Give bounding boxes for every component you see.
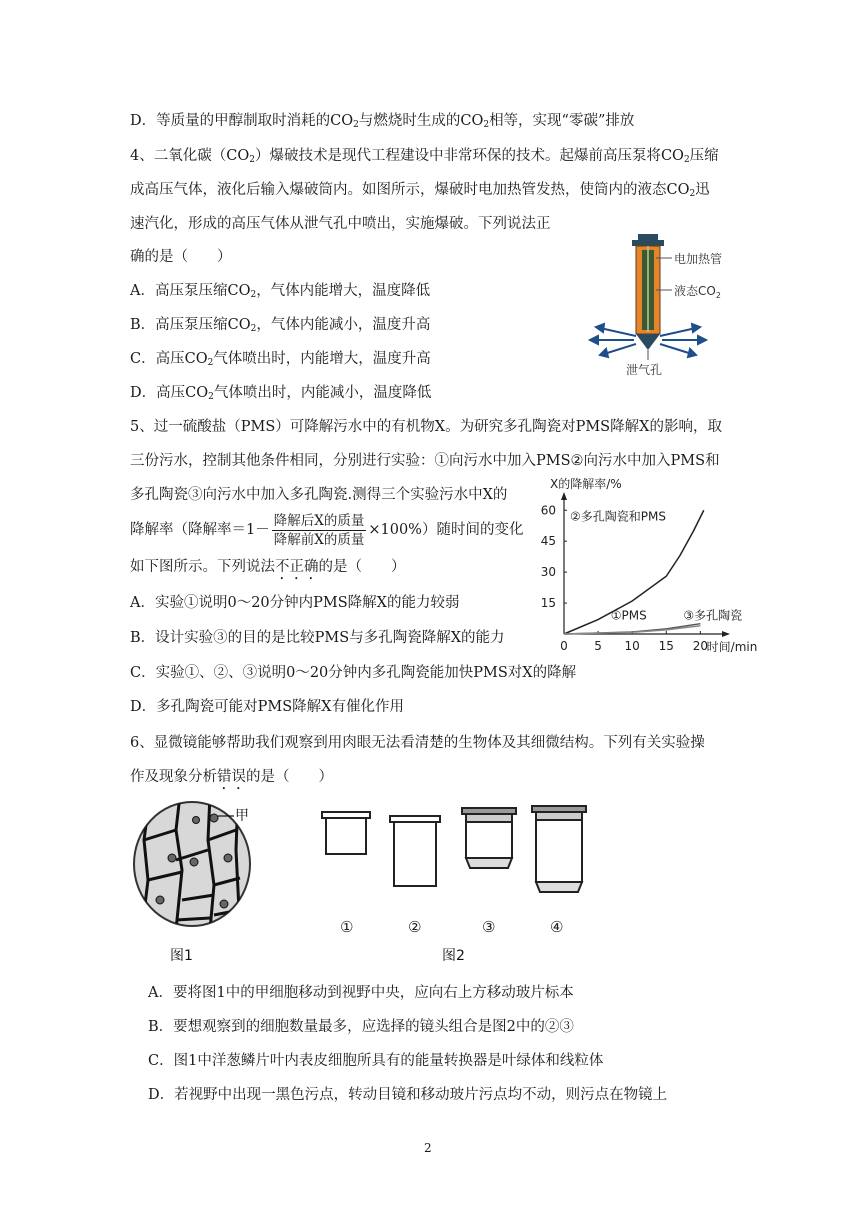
q4-option-d: D．高压$CO_2$气体喷出时，内能减小，温度降低 — [130, 385, 432, 402]
q5-stem-line2: 三份污水，控制其他条件相同，分别进行实验：①向污水中加入PMS②向污水中加入PMS和 — [130, 453, 720, 469]
lens-objective-long — [532, 806, 586, 892]
series-label: ①PMS — [610, 608, 647, 623]
lens-label-3: ③ — [482, 918, 496, 936]
q6-option-b: B．要想观察到的细胞数量最多，应选择的镜头组合是图2中的②③ — [148, 1019, 574, 1035]
x-tick-label: 10 — [624, 639, 640, 653]
x-tick-label: 15 — [658, 639, 674, 653]
y-tick-label: 30 — [540, 565, 556, 580]
co2-blasting-tube-figure — [570, 228, 740, 378]
q6-option-a: A．要将图1中的甲细胞移动到视野中央，应向右上方移动玻片标本 — [148, 985, 574, 1001]
series-label: ②多孔陶瓷和PMS — [570, 509, 666, 524]
q5-stem-line1: 5、过一硫酸盐（PMS）可降解污水中的有机物X。为研究多孔陶瓷对PMS降解X的影响，取 — [130, 419, 722, 435]
q5-stem-line3: 多孔陶瓷③向污水中加入多孔陶瓷.测得三个实验污水中X的 — [130, 487, 508, 503]
q4-stem-line3: 速汽化，形成的高压气体从泄气孔中喷出，实施爆破。下列说法正 — [130, 216, 551, 232]
y-axis-arrow — [561, 492, 567, 500]
q4-option-b: B．高压泵压缩$CO_2$，气体内能减小，温度升高 — [130, 317, 431, 334]
y-tick-label: 60 — [540, 503, 556, 518]
q5-option-c: C．实验①、②、③说明0～20分钟内多孔陶瓷能加快PMS对X的降解 — [130, 665, 577, 681]
q5-option-d: D．多孔陶瓷可能对PMS降解X有催化作用 — [130, 699, 404, 715]
label-jia: 甲 — [235, 808, 249, 824]
q4-stem-line4: 确的是（ ） — [130, 249, 232, 265]
figure1-caption: 图1 — [170, 948, 193, 964]
y-axis-label: X的降解率/% — [550, 477, 622, 491]
q5-option-a: A．实验①说明0～20分钟内PMS降解X的能力较弱 — [130, 595, 460, 611]
figure2-lenses — [310, 800, 610, 970]
figure1-microscope-view — [130, 800, 270, 970]
lens-label-4: ④ — [550, 918, 564, 936]
lens-eyepiece-short — [322, 812, 370, 854]
vent-tip — [636, 334, 660, 350]
y-tick-label: 15 — [540, 596, 556, 611]
degradation-rate-chart — [520, 474, 770, 660]
x-axis-label: 时间/min — [706, 640, 758, 654]
q6-stem-line1: 6、显微镜能够帮助我们观察到用肉眼无法看清楚的生物体及其细微结构。下列有关实验操 — [130, 735, 705, 751]
q6-stem-line2: 作及现象分析错误的是（ ） — [130, 769, 333, 785]
figure2-caption: 图2 — [442, 948, 465, 964]
x-tick-label: 0 — [560, 639, 568, 653]
q6-option-c: C．图1中洋葱鳞片叶内表皮细胞所具有的能量转换器是叶绿体和线粒体 — [148, 1053, 604, 1069]
x-axis-arrow — [722, 631, 730, 637]
series-label: ③多孔陶瓷 — [683, 608, 743, 623]
label-vent: 泄气孔 — [626, 363, 663, 377]
lens-label-1: ① — [340, 918, 354, 936]
x-tick-label: 5 — [594, 639, 602, 653]
label-liquid-co2: 液态$CO_2$ — [674, 284, 721, 300]
q4-option-c: C．高压$CO_2$气体喷出时，内能增大，温度升高 — [130, 351, 431, 368]
q5-stem-line5: 如下图所示。下列说法不正确的是（ ） — [130, 559, 406, 575]
lens-objective-short — [462, 808, 516, 868]
q4-stem-line2: 成高压气体，液化后输入爆破筒内。如图所示，爆破时电加热管发热，使筒内的液态$CO_2$迅 — [130, 182, 710, 199]
degradation-formula: $\frac{\text{降解后X的质量}}{\text{降解前X的质量}}$ — [273, 512, 365, 548]
q5-option-b: B．设计实验③的目的是比较PMS与多孔陶瓷降解X的能力 — [130, 630, 505, 646]
label-heater: 电加热管 — [674, 252, 723, 266]
lens-label-2: ② — [408, 918, 422, 936]
y-tick-label: 45 — [540, 534, 556, 549]
q4-stem-line1: 4、二氧化碳$(CO_2)$爆破技术是现代工程建设中非常环保的技术。起爆前高压泵将$CO_2$压缩 — [130, 148, 719, 165]
x-tick-label: 20 — [692, 639, 709, 653]
q5-stem-line4: 降解率（降解率＝1－ $\frac{\text{降解后X的质量}}{\text{降解前X的质量}}$ ×100%）随时间的变化 — [130, 512, 524, 548]
lens-eyepiece-long — [390, 816, 440, 886]
q6-option-d: D．若视野中出现一黑色污点，转动目镜和移动玻片污点均不动，则污点在物镜上 — [148, 1087, 668, 1103]
page-number: 2 — [424, 1141, 432, 1155]
q3-option-d: D．等质量的甲醇制取时消耗的$CO_2$与燃烧时生成的$CO_2$相等，实现“零碳”排放 — [130, 113, 635, 130]
q4-option-a: A．高压泵压缩$CO_2$，气体内能增大，温度降低 — [130, 283, 431, 300]
